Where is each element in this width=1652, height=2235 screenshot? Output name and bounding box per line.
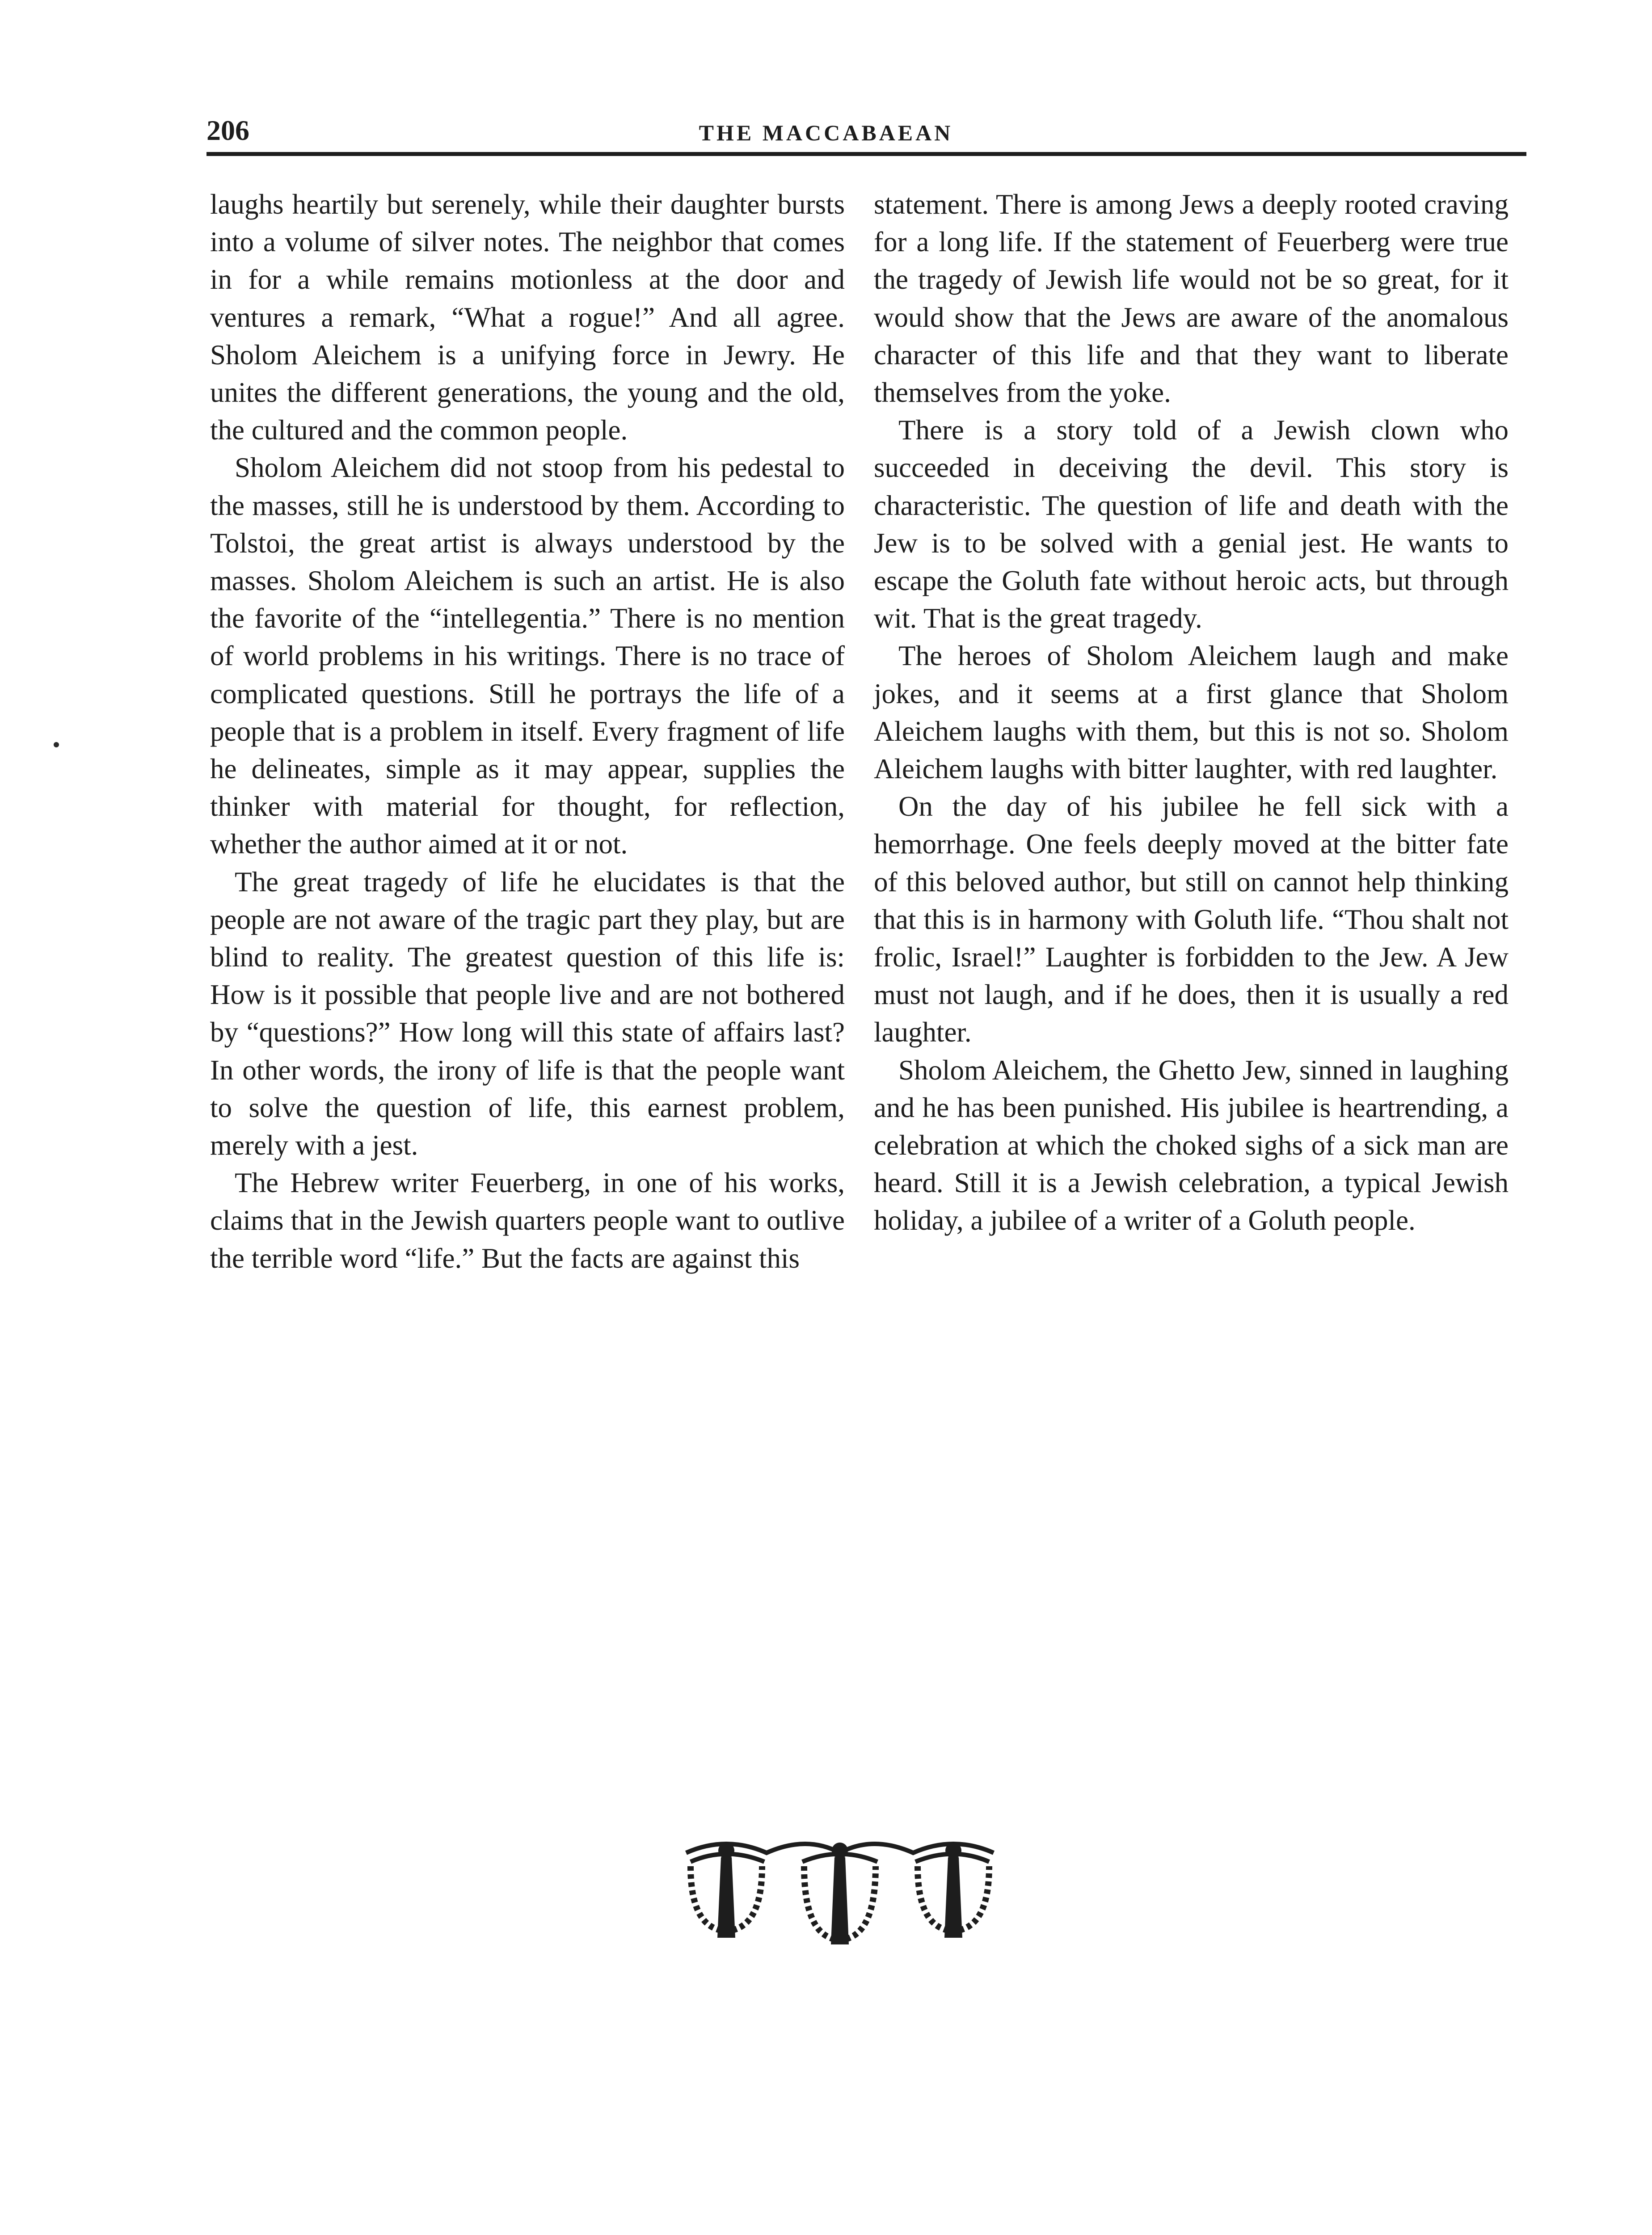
paragraph: There is a story told of a Jewish clown who succeeded in deceiving the devil. This story is characteristic. The question of life and death with the Jew is to be solved with a genial jest. He wants to escape the Goluth fate without heroic acts, but through wit. That is the great tragedy.: [874, 414, 1509, 634]
paragraph: The great tragedy of life he elucidates is that the people are not aware of the tragic part they play, but are blind to reality. The greatest question of this life is: How is it possible that people live and are not bothered by “questions?” How long will this state of affairs last? In other words, the irony of life is that the people want to solve the question of life, this earnest problem, merely with a jest.: [210, 866, 845, 1161]
wreath-ornament-icon: [673, 1826, 1007, 1962]
running-head: THE MACCABAEAN: [699, 120, 953, 145]
paragraph: statement. There is among Jews a deeply rooted craving for a long life. If the statement of Feuerberg were true the tragedy of Jewish life would not be so great, for it would show that the Jews are aware of the anomalous character of this life and that they want to liberate themselves from the yoke.: [874, 189, 1509, 409]
paragraph: The Hebrew writer Feuerberg, in one of his works, claims that in the Jewish quarters people want to outlive the terrible word “life.” But the facts are against this: [210, 1167, 845, 1274]
right-column: [874, 186, 1509, 1240]
speck: [54, 742, 59, 747]
paragraph: laughs heartily but serenely, while their daughter bursts into a volume of silver notes. The neighbor that comes in for a while remains motionless at the door and ventures a remark, “What a rogue!” And all agree. Sholom Aleichem is a unifying force in Jewry. He unites the different generations, the young and the old, the cultured and the common people.: [210, 189, 845, 446]
header-rule: [206, 152, 1526, 156]
left-column: [210, 186, 845, 1277]
page-number: 206: [206, 114, 249, 146]
paragraph: Sholom Aleichem, the Ghetto Jew, sinned in laughing and he has been punished. His jubilee is heartrending, a celebration at which the choked sighs of a sick man are heard. Still it is a Jewish celebration, a typical Jewish holiday, a jubilee of a writer of a Goluth people.: [874, 1054, 1509, 1236]
paragraph: On the day of his jubilee he fell sick with a hemorrhage. One feels deeply moved at the bitter fate of this beloved author, but still on cannot help thinking that this is in harmony with Goluth life. “Thou shalt not frolic, Israel!” Laughter is forbidden to the Jew. A Jew must not laugh, and if he does, then it is usually a red laughter.: [874, 791, 1509, 1048]
paragraph: Sholom Aleichem did not stoop from his pedestal to the masses, still he is understood by them. According to Tolstoi, the great artist is always understood by the masses. Sholom Aleichem is such an artist. He is also the favorite of the “intellegentia.” There is no mention of world problems in his writings. There is no trace of complicated questions. Still he portrays the life of a people that is a problem in itself. Every fragment of life he delineates, simple as it may appear, supplies the thinker with material for thought, for reflection, whether the author aimed at it or not.: [210, 452, 845, 860]
paragraph: The heroes of Sholom Aleichem laugh and make jokes, and it seems at a first glance that Sholom Aleichem laughs with them, but this is not so. Sholom Aleichem laughs with bitter laughter, with red laughter.: [874, 640, 1509, 785]
